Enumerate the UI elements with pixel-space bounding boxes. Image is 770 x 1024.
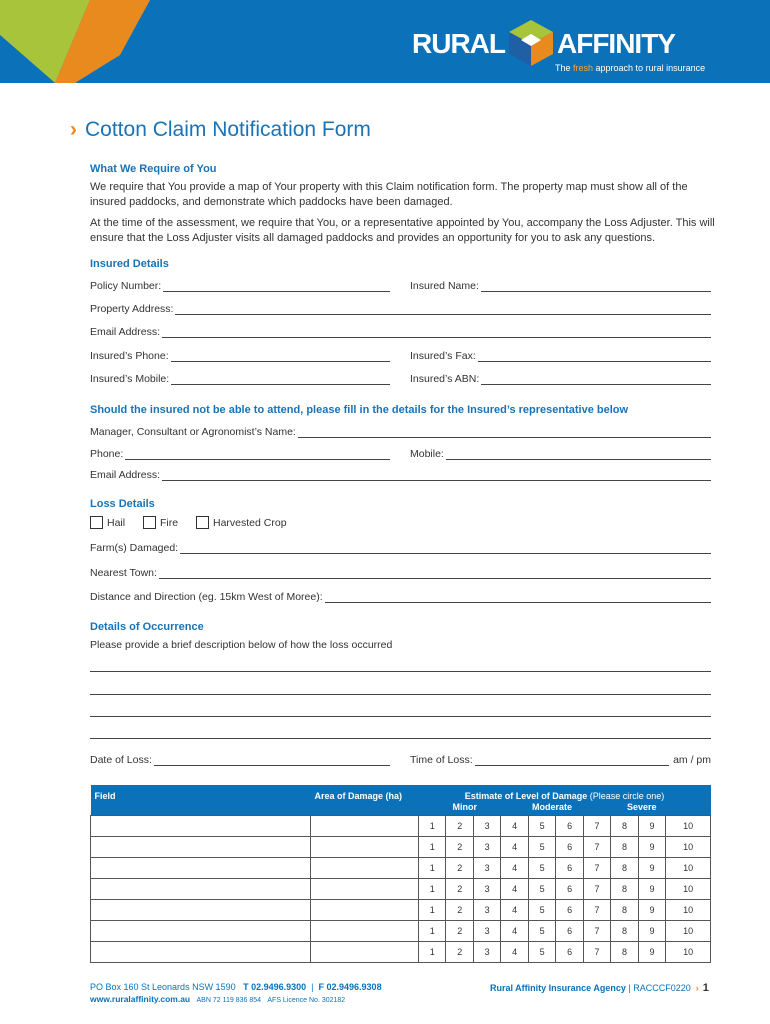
insured-details-heading: Insured Details <box>90 258 169 270</box>
footer-website-link[interactable]: www.ruralaffinity.com.au <box>90 994 191 1004</box>
level-cell[interactable]: 2 <box>446 879 473 900</box>
nearest-town-label: Nearest Town: <box>90 567 157 579</box>
estimate-title <box>423 791 707 802</box>
level-cell[interactable]: 5 <box>528 816 555 837</box>
footer-web <box>90 994 345 1004</box>
estimate-note: (Please circle one) <box>589 791 665 801</box>
insured-name-label: Insured Name: <box>410 280 479 292</box>
time-of-loss-label: Time of Loss: <box>410 754 473 766</box>
level-cell[interactable]: 10 <box>666 837 711 858</box>
level-cell[interactable]: 3 <box>473 858 500 879</box>
field-cell[interactable] <box>91 900 311 921</box>
area-cell[interactable] <box>311 921 419 942</box>
chevron-right-icon: › <box>70 118 77 141</box>
fire-label: Fire <box>160 516 179 529</box>
footer-code: RACCCF0220 <box>633 983 691 993</box>
description-line-2[interactable] <box>90 694 711 695</box>
occurrence-prompt: Please provide a brief description below of how the loss occurred <box>90 639 393 651</box>
insureds-abn-line[interactable] <box>481 374 711 385</box>
policy-number-field[interactable] <box>90 280 390 292</box>
field-cell[interactable] <box>91 837 311 858</box>
level-cell[interactable]: 5 <box>528 879 555 900</box>
footer-afs: AFS Licence No. 302182 <box>267 997 346 1004</box>
level-cell[interactable]: 4 <box>501 900 528 921</box>
level-cell[interactable]: 10 <box>666 858 711 879</box>
property-address-field[interactable] <box>90 303 711 315</box>
date-of-loss-line[interactable] <box>154 755 390 766</box>
level-cell[interactable]: 1 <box>419 858 446 879</box>
level-cell[interactable]: 4 <box>501 921 528 942</box>
footer-address: PO Box 160 St Leonards NSW 1590 <box>90 982 236 992</box>
level-cell[interactable]: 1 <box>419 921 446 942</box>
level-cell[interactable]: 10 <box>666 900 711 921</box>
email-address-field[interactable] <box>90 326 711 338</box>
date-of-loss-label: Date of Loss: <box>90 754 152 766</box>
insureds-phone-label: Insured’s Phone: <box>90 350 169 362</box>
occurrence-heading: Details of Occurrence <box>90 621 204 633</box>
level-cell[interactable]: 4 <box>501 942 528 963</box>
level-cell[interactable]: 6 <box>556 900 583 921</box>
level-cell[interactable]: 6 <box>556 921 583 942</box>
level-cell[interactable]: 7 <box>583 921 610 942</box>
area-cell[interactable] <box>311 858 419 879</box>
checkbox-box[interactable] <box>196 516 209 529</box>
brand-word-1: RURAL <box>412 28 505 59</box>
chevron-right-icon: › <box>695 983 699 993</box>
description-line-3[interactable] <box>90 716 711 717</box>
level-cell[interactable]: 6 <box>556 942 583 963</box>
insureds-phone-line[interactable] <box>171 351 390 362</box>
manager-name-line[interactable] <box>298 427 711 438</box>
policy-number-label: Policy Number: <box>90 280 162 292</box>
insured-name-line[interactable] <box>481 281 711 292</box>
require-paragraph-1: We require that You provide a map of Your property with this Claim notification form. The property map must show all of the insured paddocks, and demonstrate which paddocks have been damaged. <box>90 181 688 208</box>
level-cell[interactable]: 8 <box>611 837 638 858</box>
table-row <box>91 879 711 900</box>
policy-number-line[interactable] <box>163 281 390 292</box>
level-cell[interactable]: 4 <box>501 816 528 837</box>
level-cell[interactable]: 9 <box>638 837 665 858</box>
table-row <box>91 921 711 942</box>
level-cell[interactable]: 7 <box>583 879 610 900</box>
rep-phone-label: Phone: <box>90 448 124 460</box>
level-cell[interactable]: 2 <box>446 942 473 963</box>
field-cell[interactable] <box>91 879 311 900</box>
level-cell[interactable]: 4 <box>501 858 528 879</box>
level-cell[interactable]: 3 <box>473 942 500 963</box>
estimate-label: Estimate of Level of Damage <box>464 791 588 801</box>
level-cell[interactable]: 4 <box>501 879 528 900</box>
level-cell[interactable]: 8 <box>611 879 638 900</box>
footer-agency: Rural Affinity Insurance Agency | RACCCF0220 › 1 <box>490 982 709 994</box>
manager-name-label: Manager, Consultant or Agronomist’s Name: <box>90 426 296 438</box>
tagline <box>555 63 705 73</box>
footer-agency-name: Rural Affinity Insurance Agency <box>490 983 626 993</box>
farms-damaged-field[interactable] <box>90 542 711 554</box>
insured-name-field[interactable] <box>410 280 711 292</box>
level-cell[interactable]: 9 <box>638 858 665 879</box>
rep-phone-field[interactable] <box>90 448 390 460</box>
field-cell[interactable] <box>91 942 311 963</box>
brand-word-2: AFFINITY <box>557 28 675 59</box>
level-cell[interactable]: 7 <box>583 858 610 879</box>
field-cell[interactable] <box>91 921 311 942</box>
level-cell[interactable]: 5 <box>528 837 555 858</box>
property-address-label: Property Address: <box>90 303 174 315</box>
farms-damaged-label: Farm(s) Damaged: <box>90 542 179 554</box>
rep-email-line[interactable] <box>162 470 711 481</box>
insureds-abn-label: Insured’s ABN: <box>410 373 480 385</box>
header-banner <box>0 0 770 83</box>
time-of-loss-field[interactable] <box>410 754 711 766</box>
hail-label: Hail <box>107 516 126 529</box>
level-cell[interactable]: 5 <box>528 942 555 963</box>
table-row <box>91 900 711 921</box>
level-cell[interactable]: 10 <box>666 879 711 900</box>
level-cell[interactable]: 8 <box>611 900 638 921</box>
rep-phone-line[interactable] <box>125 449 390 460</box>
distance-direction-line[interactable] <box>325 592 711 603</box>
scale-moderate: Moderate <box>531 802 572 812</box>
rep-email-field[interactable] <box>90 469 711 481</box>
level-cell[interactable]: 10 <box>666 816 711 837</box>
insureds-fax-line[interactable] <box>478 351 711 362</box>
area-cell[interactable] <box>311 879 419 900</box>
am-pm-label: am / pm <box>673 754 711 766</box>
email-address-line[interactable] <box>162 327 711 338</box>
level-cell[interactable]: 10 <box>666 921 711 942</box>
insureds-fax-field[interactable] <box>410 350 711 362</box>
level-cell[interactable]: 9 <box>638 921 665 942</box>
level-cell[interactable]: 7 <box>583 942 610 963</box>
level-cell[interactable]: 6 <box>556 816 583 837</box>
level-cell[interactable]: 9 <box>638 900 665 921</box>
footer-contact: PO Box 160 St Leonards NSW 1590 T 02.9496.9300 | F 02.9496.9308 <box>90 982 382 992</box>
area-cell[interactable] <box>311 900 419 921</box>
level-cell[interactable]: 1 <box>419 942 446 963</box>
estimate-column-header <box>419 785 711 816</box>
footer-abn: ABN 72 119 836 854 <box>196 997 261 1004</box>
level-cell[interactable]: 2 <box>446 858 473 879</box>
level-cell[interactable]: 7 <box>583 900 610 921</box>
level-cell[interactable]: 5 <box>528 921 555 942</box>
damage-table-body <box>91 816 711 963</box>
rep-mobile-label: Mobile: <box>410 448 444 460</box>
page-title-text: Cotton Claim Notification Form <box>85 118 371 141</box>
require-paragraph-2: At the time of the assessment, we require that You, or a representative appointed by You, accompany the Loss Adjuster. This will ensure that the Loss Adjuster visits all damaged paddocks and provides an opportunity for you to ask any questions. <box>90 217 715 244</box>
field-cell[interactable] <box>91 816 311 837</box>
hail-checkbox[interactable] <box>90 516 125 529</box>
loss-details-heading: Loss Details <box>90 498 155 510</box>
distance-direction-field[interactable] <box>90 591 711 603</box>
area-column-header: Area of Damage (ha) <box>311 785 419 816</box>
level-cell[interactable]: 1 <box>419 900 446 921</box>
insureds-mobile-line[interactable] <box>171 374 390 385</box>
insureds-mobile-label: Insured’s Mobile: <box>90 373 170 385</box>
level-cell[interactable]: 7 <box>583 837 610 858</box>
checkbox-box[interactable] <box>90 516 103 529</box>
rep-email-label: Email Address: <box>90 469 161 481</box>
rep-mobile-line[interactable] <box>446 449 711 460</box>
nearest-town-line[interactable] <box>159 568 711 579</box>
nearest-town-field[interactable] <box>90 567 711 579</box>
level-cell[interactable]: 3 <box>473 900 500 921</box>
level-cell[interactable]: 3 <box>473 921 500 942</box>
scale-severe: Severe <box>626 802 657 812</box>
level-cell[interactable]: 8 <box>611 816 638 837</box>
level-cell[interactable]: 7 <box>583 816 610 837</box>
level-cell[interactable]: 4 <box>501 837 528 858</box>
require-heading: What We Require of You <box>90 163 217 175</box>
level-cell[interactable]: 8 <box>611 858 638 879</box>
page-number: 1 <box>702 982 709 994</box>
area-cell[interactable] <box>311 837 419 858</box>
level-cell[interactable]: 6 <box>556 858 583 879</box>
level-cell[interactable]: 5 <box>528 858 555 879</box>
harvested-crop-label: Harvested Crop <box>213 516 287 529</box>
description-line-1[interactable] <box>90 671 711 672</box>
level-cell[interactable]: 6 <box>556 837 583 858</box>
level-cell[interactable]: 2 <box>446 837 473 858</box>
area-cell[interactable] <box>311 942 419 963</box>
cube-logo-icon <box>506 18 556 68</box>
footer-phone: T 02.9496.9300 <box>243 982 307 992</box>
fire-checkbox[interactable] <box>143 516 178 529</box>
date-of-loss-field[interactable] <box>90 754 390 766</box>
level-cell[interactable]: 6 <box>556 879 583 900</box>
decorative-shapes <box>0 0 160 83</box>
level-cell[interactable]: 8 <box>611 942 638 963</box>
level-cell[interactable]: 1 <box>419 879 446 900</box>
table-row <box>91 816 711 837</box>
field-cell[interactable] <box>91 858 311 879</box>
damage-table-header <box>91 785 711 816</box>
level-cell[interactable]: 5 <box>528 900 555 921</box>
rep-mobile-field[interactable] <box>410 448 711 460</box>
harvested-crop-checkbox[interactable] <box>196 516 287 529</box>
level-cell[interactable]: 3 <box>473 879 500 900</box>
table-row <box>91 858 711 879</box>
field-column-header: Field <box>91 785 311 816</box>
insureds-mobile-field[interactable] <box>90 373 390 385</box>
page-title <box>70 118 371 142</box>
level-cell[interactable]: 3 <box>473 816 500 837</box>
manager-name-field[interactable] <box>90 426 711 438</box>
scale-minor: Minor <box>452 802 477 812</box>
description-line-4[interactable] <box>90 738 711 739</box>
level-cell[interactable]: 9 <box>638 879 665 900</box>
level-cell[interactable]: 2 <box>446 921 473 942</box>
level-cell[interactable]: 9 <box>638 816 665 837</box>
insureds-fax-label: Insured’s Fax: <box>410 350 476 362</box>
level-cell[interactable]: 2 <box>446 816 473 837</box>
level-cell[interactable]: 1 <box>419 816 446 837</box>
checkbox-box[interactable] <box>143 516 156 529</box>
insureds-abn-field[interactable] <box>410 373 711 385</box>
distance-direction-label: Distance and Direction (eg. 15km West of Moree): <box>90 591 323 603</box>
level-cell[interactable]: 10 <box>666 942 711 963</box>
tagline-post: approach to rural insurance <box>593 63 706 73</box>
representative-heading: Should the insured not be able to attend, please fill in the details for the Insured’s representative below <box>90 404 629 416</box>
area-cell[interactable] <box>311 816 419 837</box>
tagline-pre: The <box>555 63 574 73</box>
level-cell[interactable]: 2 <box>446 900 473 921</box>
table-row <box>91 942 711 963</box>
scale-labels <box>423 802 707 813</box>
level-cell[interactable]: 8 <box>611 921 638 942</box>
tagline-fresh: fresh <box>573 63 594 73</box>
level-cell[interactable]: 9 <box>638 942 665 963</box>
time-of-loss-line[interactable] <box>475 755 669 766</box>
email-address-label: Email Address: <box>90 326 161 338</box>
insureds-phone-field[interactable] <box>90 350 390 362</box>
farms-damaged-line[interactable] <box>180 543 711 554</box>
table-row <box>91 837 711 858</box>
level-cell[interactable]: 1 <box>419 837 446 858</box>
footer-fax: F 02.9496.9308 <box>318 982 382 992</box>
damage-table <box>90 785 711 963</box>
property-address-line[interactable] <box>175 304 711 315</box>
level-cell[interactable]: 3 <box>473 837 500 858</box>
